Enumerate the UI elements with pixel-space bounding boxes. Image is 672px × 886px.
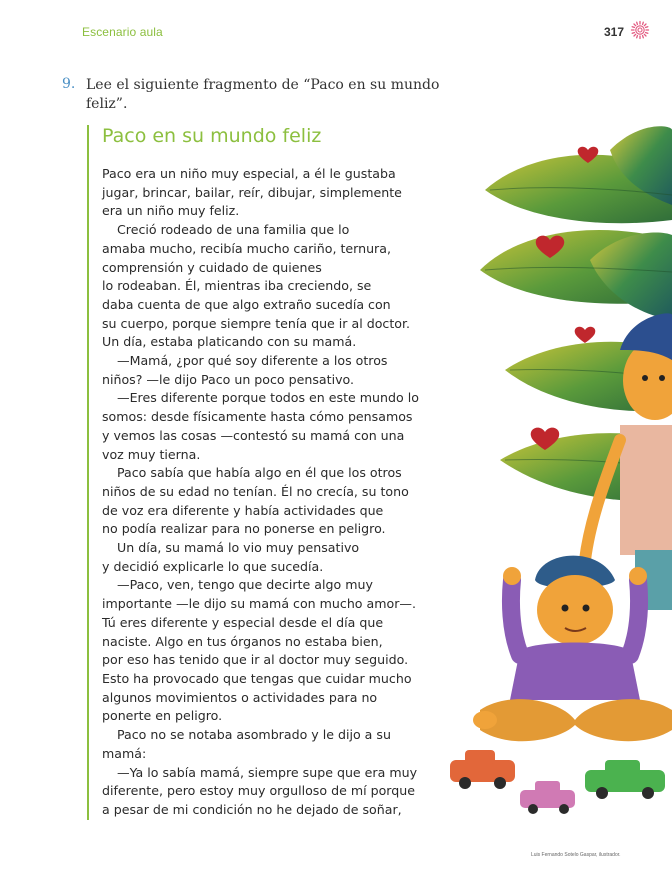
story-title: Paco en su mundo feliz xyxy=(102,125,322,147)
story-line: —Mamá, ¿por qué soy diferente a los otros xyxy=(117,353,388,369)
story-line: niños de su edad no tenían. Él no crecía, su tono xyxy=(102,483,409,499)
story-line: Esto ha provocado que tengas que cuidar mucho xyxy=(102,670,412,686)
sun-ornament-icon xyxy=(630,20,650,44)
illustration-credit: Luis Fernando Sotelo Gaspar, ilustrador. xyxy=(531,852,621,858)
story-line: naciste. Algo en tus órganos no estaba bien, xyxy=(102,633,383,649)
story-line: Tú eres diferente y especial desde el día que xyxy=(102,614,384,630)
story-line: lo rodeaban. Él, mientras iba creciendo, se xyxy=(102,278,372,294)
toy-car-green xyxy=(585,760,665,799)
story-line: a pesar de mi condición no he dejado de soñar, xyxy=(102,801,402,817)
question-prompt: Lee el siguiente fragmento de “Paco en su mundo feliz”. xyxy=(86,77,440,112)
page-number: 317 xyxy=(603,25,624,39)
story-line: y vemos las cosas —contestó su mamá con una xyxy=(102,427,405,443)
story-line: —Eres diferente porque todos en este mundo lo xyxy=(117,390,419,406)
question-number: 9. xyxy=(62,76,76,92)
heart xyxy=(575,327,596,343)
story-line: Un día, su mamá lo vio muy pensativo xyxy=(117,540,360,556)
story-line: —Paco, ven, tengo que decirte algo muy xyxy=(117,577,373,593)
story-line: algunos movimientos o actividades para no xyxy=(102,689,378,705)
story-line: jugar, brincar, bailar, reír, dibujar, simplemente xyxy=(102,184,402,200)
story-line: amaba mucho, recibía mucho cariño, ternura, xyxy=(102,240,391,256)
story-line: de voz era diferente y había actividades que xyxy=(102,502,384,518)
toy-car-pink xyxy=(520,781,575,814)
story-line: Creció rodeado de una familia que lo xyxy=(117,222,350,238)
story-line: daba cuenta de que algo extraño sucedía con xyxy=(102,296,391,312)
story-line: Paco no se notaba asombrado y le dijo a su xyxy=(117,727,391,743)
story-line: su cuerpo, porque siempre tenía que ir al doctor. xyxy=(102,315,410,331)
story-line: era un niño muy feliz. xyxy=(102,203,240,219)
story-line: diferente, pero estoy muy orgulloso de mí porque xyxy=(102,783,415,799)
story-line: Un día, estaba platicando con su mamá. xyxy=(102,334,357,350)
story-line: —Ya lo sabía mamá, siempre supe que era muy xyxy=(117,764,418,780)
story-line: mamá: xyxy=(102,745,147,761)
section-label: Escenario aula xyxy=(82,25,163,39)
story-line: Paco sabía que había algo en él que los otros xyxy=(117,465,402,481)
story-line: niños? —le dijo Paco un poco pensativo. xyxy=(102,371,355,387)
reading-margin-rule xyxy=(87,125,89,820)
story-line: por eso has tenido que ir al doctor muy seguido. xyxy=(102,652,409,668)
toy-car-orange xyxy=(450,750,515,789)
story-line: ponerte en peligro. xyxy=(102,708,223,724)
story-line: comprensión y cuidado de quienes xyxy=(102,259,322,275)
story-line: importante —le dijo su mamá con mucho amor—. xyxy=(102,596,416,612)
story-line: somos: desde físicamente hasta cómo pensamos xyxy=(102,409,413,425)
story-line: no podía realizar para no ponerse en peligro. xyxy=(102,521,386,537)
story-line: Paco era un niño muy especial, a él le gustaba xyxy=(102,166,396,181)
page-number-group xyxy=(604,20,650,44)
story-illustration xyxy=(440,110,672,844)
story-line: y decidió explicarle lo que sucedía. xyxy=(102,558,324,574)
story-body xyxy=(102,165,447,820)
tall-child-shirt xyxy=(620,425,672,555)
small-child-shirt xyxy=(510,643,640,701)
story-line: voz muy tierna. xyxy=(102,446,201,462)
